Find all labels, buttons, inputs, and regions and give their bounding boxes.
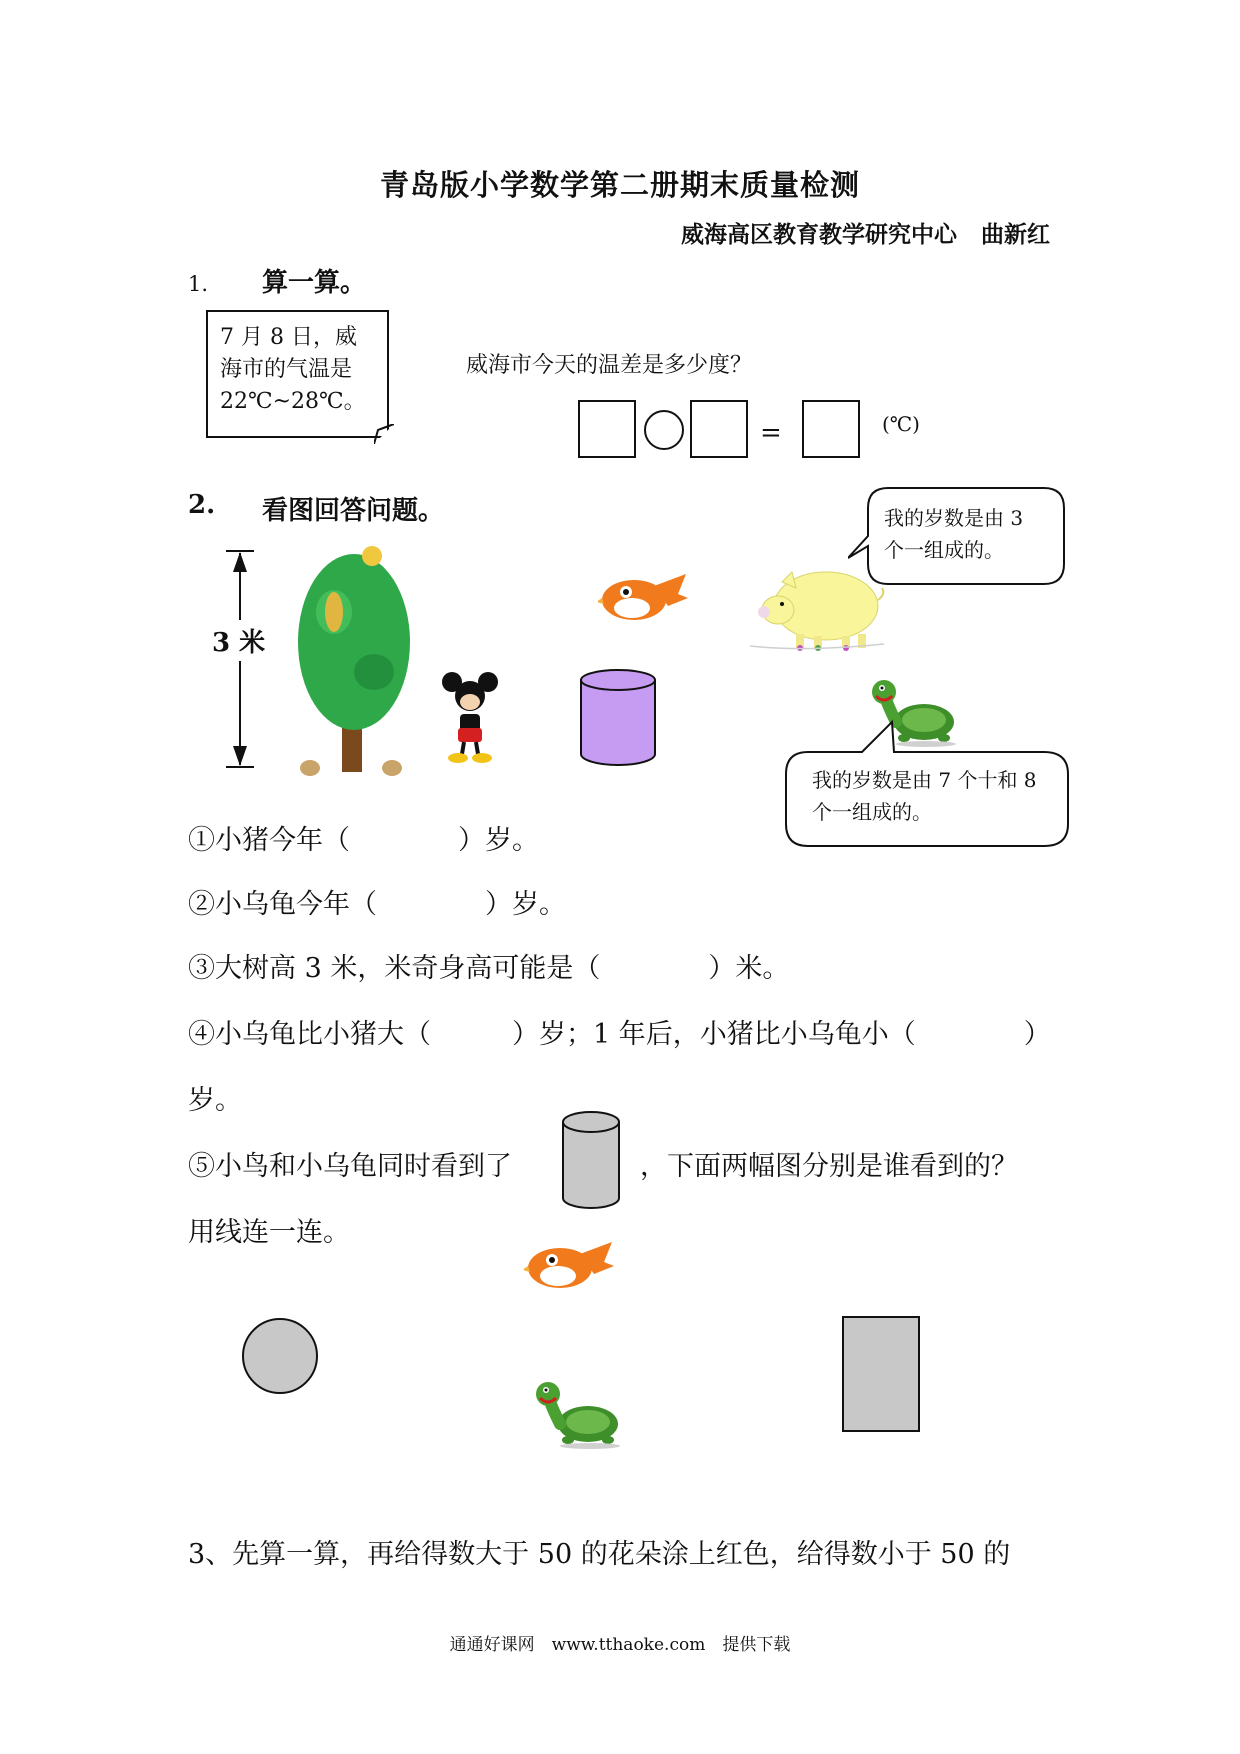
top-view-circle-icon[interactable] (240, 1316, 320, 1396)
answer-box-1[interactable] (578, 400, 636, 458)
answer-box-2[interactable] (690, 400, 748, 458)
purple-cylinder-icon (578, 668, 658, 768)
turtle-bubble-text (812, 764, 1037, 828)
author-name: 曲新红 (981, 221, 1050, 248)
author-org: 威海高区教育教学研究中心 (681, 221, 957, 248)
question-3: ③大树高 3 米，米奇身高可能是（ ）米。 (188, 953, 790, 984)
note-line-3: 22℃~28℃。 (220, 389, 366, 414)
section2-number: 2. (188, 490, 216, 520)
turtle-bubble-line-1: 我的岁数是由 7 个十和 8 (812, 768, 1037, 792)
section2-title: 看图回答问题。 (262, 496, 445, 526)
section1-title: 算一算。 (262, 268, 367, 298)
section1-question: 威海市今天的温差是多少度？ (466, 353, 753, 378)
mickey-icon (440, 670, 502, 766)
answer-box-3[interactable] (802, 400, 860, 458)
pig-bubble-line-1: 我的岁数是由 3 (884, 506, 1024, 530)
operator-circle[interactable] (644, 410, 684, 450)
question-5-part3: 用线连一连。 (188, 1217, 350, 1248)
turtle-middle-icon (530, 1378, 626, 1450)
author-line (681, 216, 1050, 249)
gray-cylinder-icon (560, 1110, 622, 1212)
unit-celsius: (℃) (882, 412, 920, 436)
turtle-bubble-line-2: 个一组成的。 (812, 800, 932, 824)
equals-sign: = (760, 418, 782, 448)
note-line-2: 海市的气温是 (220, 357, 353, 382)
pig-bubble-line-2: 个一组成的。 (884, 538, 1004, 562)
bird-middle-icon (524, 1236, 616, 1294)
tree-icon (294, 532, 414, 780)
pig-bubble-text (884, 502, 1023, 566)
section3-text: 3、先算一算，再给得数大于 50 的花朵涂上红色，给得数小于 50 的 (188, 1539, 1011, 1570)
question-5-part2: ，下面两幅图分别是谁看到的？ (640, 1151, 1018, 1182)
weather-note (206, 310, 389, 438)
question-1: ①小猪今年（ ）岁。 (188, 825, 539, 856)
question-5-part1: ⑤小鸟和小乌龟同时看到了 (188, 1151, 512, 1182)
footer-credit: 通通好课网 www.tthaoke.com 提供下载 (449, 1635, 791, 1655)
height-label: 3 米 (212, 620, 265, 661)
section1-number: 1. (188, 272, 209, 296)
note-line-1: 7 月 8 日，威 (220, 325, 357, 350)
side-view-rectangle-icon[interactable] (842, 1316, 920, 1432)
question-4: ④小乌龟比小猪大（ ）岁；1 年后，小猪比小乌龟小（ ） (188, 1019, 1051, 1050)
bird-icon (598, 568, 690, 626)
note-fold-corner (374, 424, 394, 444)
page-title: 青岛版小学数学第二册期末质量检测 (379, 168, 860, 202)
question-4-cont: 岁。 (188, 1085, 242, 1116)
question-2: ②小乌龟今年（ ）岁。 (188, 889, 566, 920)
